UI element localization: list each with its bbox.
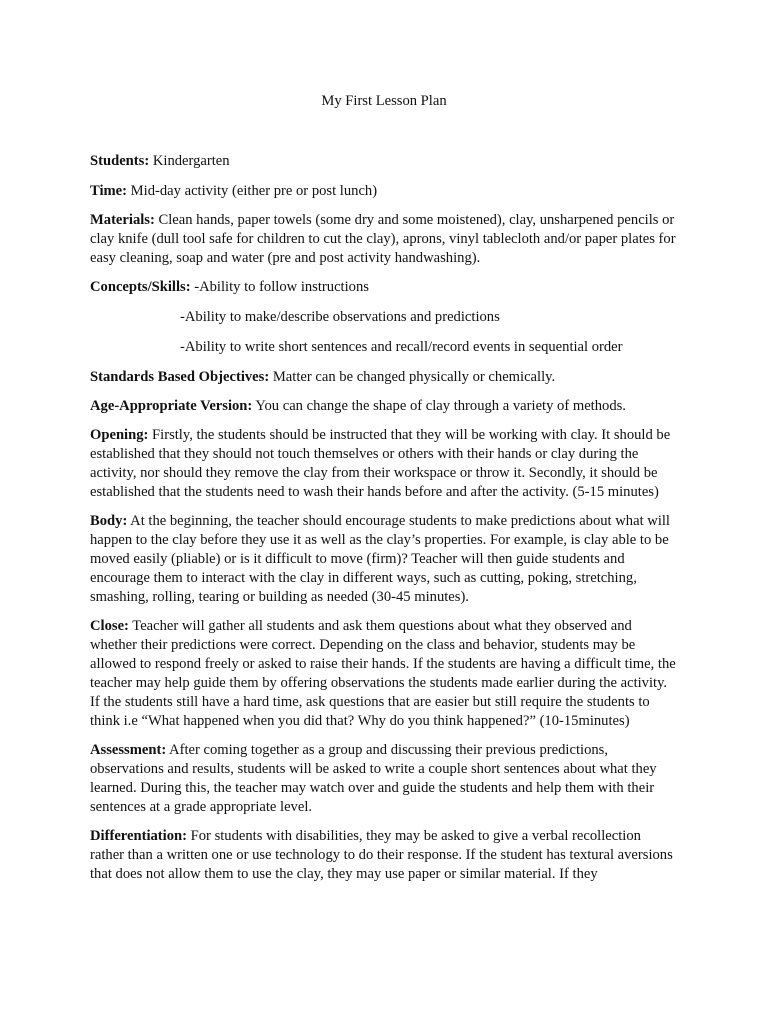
concepts-label: Concepts/Skills:: [90, 279, 191, 295]
time-label: Time:: [90, 183, 128, 199]
close-label: Close:: [90, 618, 129, 634]
version-label: Age-Appropriate Version:: [90, 398, 253, 414]
materials-text: Clean hands, paper towels (some dry and some moistened), clay, unsharpened pencils or clay knife (dull tool safe for children to cut the clay), aprons, vinyl tablecloth and/or paper plates for easy cleaning, soap and water (pre and post activity handwashing).: [90, 212, 676, 266]
standards-label: Standards Based Objectives:: [90, 369, 270, 385]
students-label: Students:: [90, 153, 150, 169]
students-text: Kindergarten: [149, 153, 230, 169]
concepts-text: -Ability to follow instructions: [190, 279, 369, 295]
body-paragraph: [90, 512, 678, 607]
time-text: Mid-day activity (either pre or post lunch): [127, 183, 378, 199]
close-text: Teacher will gather all students and ask them questions about what they observed and whether their predictions were correct. Depending on the class and behavior, students may be allowed to respond freely or asked to raise their hands. If the students are having a difficult time, the teacher may help guide them by offering observations the students made earlier during the activity. If the students still have a hard time, ask questions that are easier but still require the students to think i.e “What happened when you did that? Why do you think happened?” (10-15minutes): [90, 618, 676, 729]
assessment-paragraph: [90, 741, 678, 817]
assessment-label: Assessment:: [90, 742, 167, 758]
version-text: You can change the shape of clay through a variety of methods.: [252, 398, 626, 414]
page-title: My First Lesson Plan: [321, 93, 447, 109]
differentiation-text: For students with disabilities, they may be asked to give a verbal recollection rather than a written one or use technology to do their response. If the student has textural aversions that does not allow them to use the clay, they may use paper or similar material. If they: [90, 828, 673, 882]
differentiation-label: Differentiation:: [90, 828, 187, 844]
standards-text: Matter can be changed physically or chemically.: [269, 369, 556, 385]
students-paragraph: [90, 152, 678, 171]
materials-paragraph: [90, 211, 678, 268]
standards-paragraph: [90, 368, 678, 387]
opening-label: Opening:: [90, 427, 149, 443]
materials-label: Materials:: [90, 212, 155, 228]
concepts-paragraph: [90, 278, 678, 297]
body-text: At the beginning, the teacher should encourage students to make predictions about what will happen to the clay before they use it as well as the clay’s properties. For example, is clay able to be moved easily (pliable) or is it difficult to move (firm)? Teacher will then guide students and encourage them to interact with the clay in different ways, such as cutting, poking, stretching, smashing, rolling, tearing or building as needed (30-45 minutes).: [90, 513, 670, 605]
concepts-item: -Ability to make/describe observations and predictions: [180, 309, 500, 325]
opening-text: Firstly, the students should be instructed that they will be working with clay. It should be established that they should not touch themselves or others with their hands or clay during the activity, nor should they remove the clay from their workspace or throw it. Secondly, it should be established that the students need to wash their hands before and after the activity. (5-15 minutes): [90, 427, 671, 500]
concepts-item: -Ability to write short sentences and recall/record events in sequential order: [180, 339, 623, 355]
time-paragraph: [90, 182, 678, 201]
differentiation-paragraph: [90, 827, 678, 884]
body-label: Body:: [90, 513, 128, 529]
version-paragraph: [90, 397, 678, 416]
assessment-text: After coming together as a group and discussing their previous predictions, observations and results, students will be asked to write a couple short sentences about what they learned. During this, the teacher may watch over and guide the students and help them with their sentences at a grade appropriate level.: [90, 742, 657, 815]
opening-paragraph: [90, 426, 678, 502]
close-paragraph: [90, 617, 678, 731]
lesson-plan-body: [90, 152, 678, 894]
